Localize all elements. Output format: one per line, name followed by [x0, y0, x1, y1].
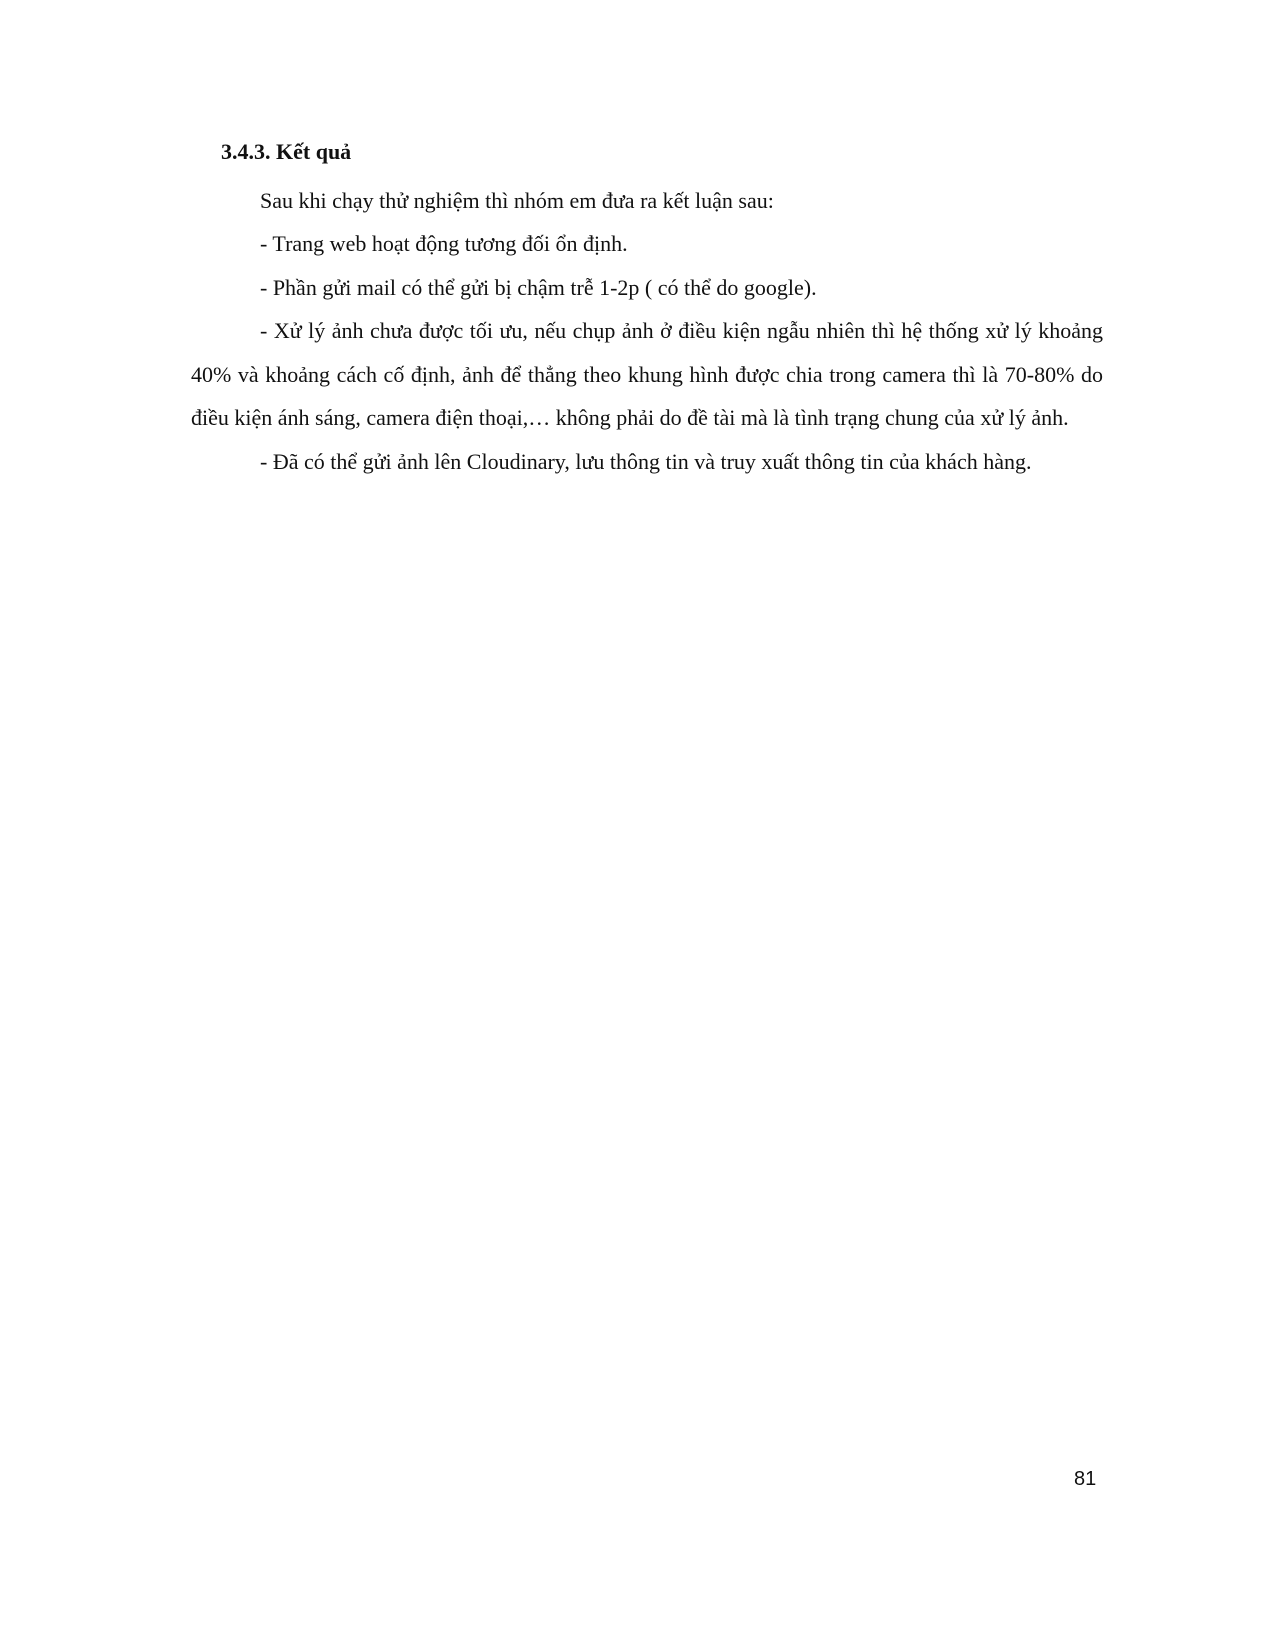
- result-list: [191, 222, 1103, 483]
- intro-text: Sau khi chạy thử nghiệm thì nhóm em đưa ra kết luận sau:: [260, 188, 774, 213]
- intro-paragraph: [191, 179, 1103, 223]
- result-item-mail-delay: - Phần gửi mail có thể gửi bị chậm trễ 1-2p ( có thể do google).: [260, 274, 817, 300]
- section-heading: 3.4.3. Kết quả: [221, 139, 352, 164]
- result-item-cloudinary: - Đã có thể gửi ảnh lên Cloudinary, lưu thông tin và truy xuất thông tin của khách hàng.: [260, 448, 1032, 474]
- page-number: 81: [1074, 1468, 1097, 1490]
- result-item-image-processing: - Xử lý ảnh chưa được tối ưu, nếu chụp ảnh ở điều kiện ngẫu nhiên thì hệ thống xử lý khoảng 40% và khoảng cách cố định, ảnh để thẳng theo khung hình được chia trong camera thì là 70-80% do điều kiện ánh sáng, camera điện thoại,… không phải do đề tài mà là tình trạng chung của xử lý ảnh.: [191, 318, 1103, 430]
- result-item-stability: - Trang web hoạt động tương đối ổn định.: [260, 231, 628, 256]
